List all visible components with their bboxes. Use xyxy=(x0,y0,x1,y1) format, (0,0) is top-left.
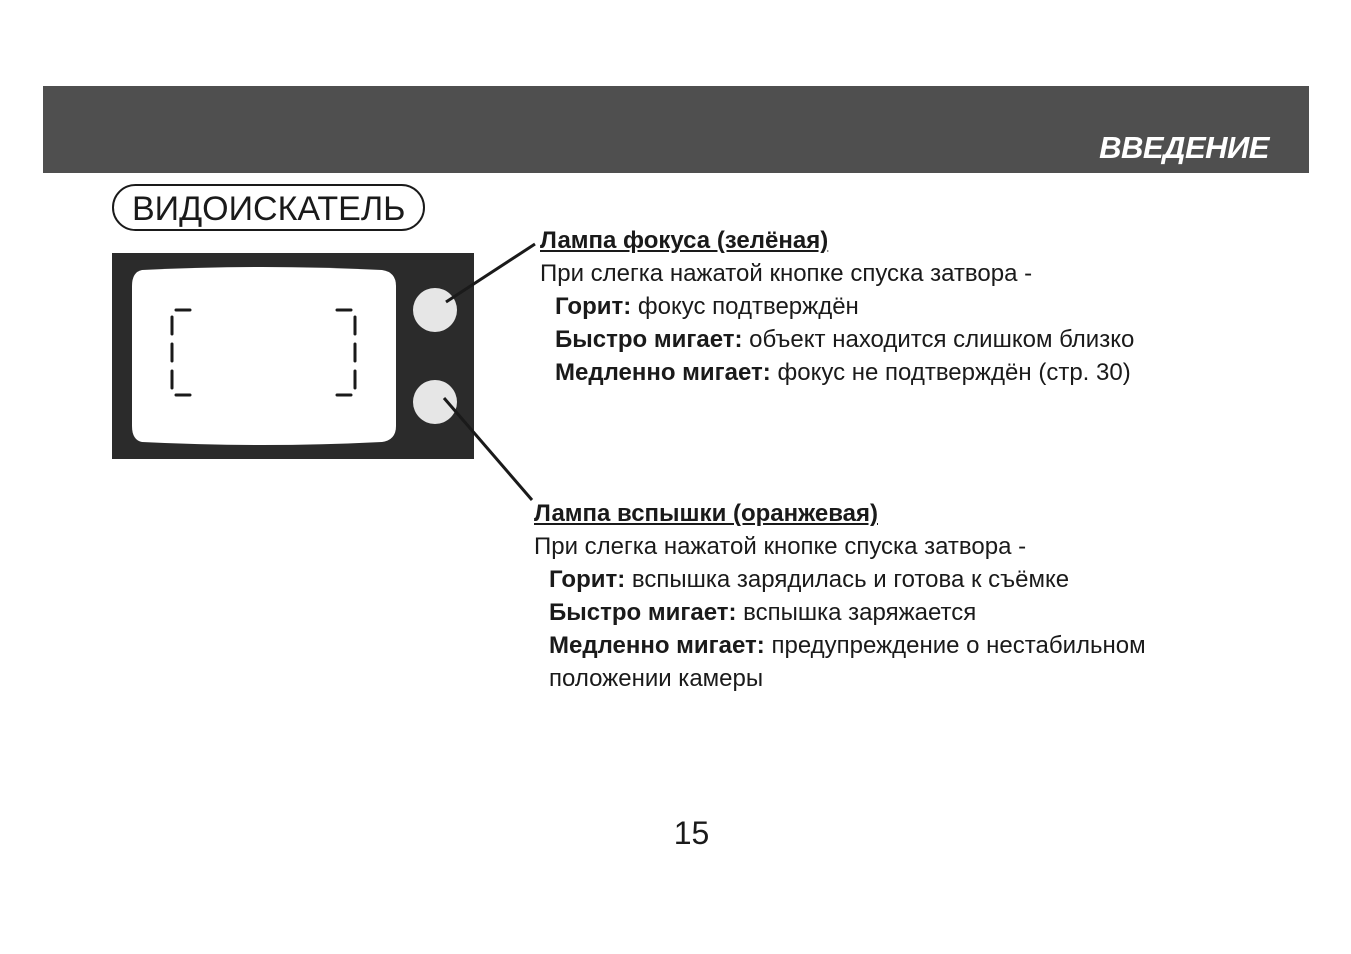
flash-lamp-item: Быстро мигает: вспышка заряжается xyxy=(549,599,977,626)
page-number: 15 xyxy=(673,815,710,851)
focus-lamp-item: Медленно мигает: фокус не подтверждён (стр. 30) xyxy=(555,359,1131,386)
flash-lamp-indicator xyxy=(413,380,457,424)
flash-lamp-item: Горит: вспышка зарядилась и готова к съёмке xyxy=(549,566,1070,593)
focus-lamp-item: Горит: фокус подтверждён xyxy=(555,293,859,320)
focus-lamp-callout xyxy=(540,224,1134,389)
flash-lamp-callout xyxy=(534,497,1146,695)
flash-lamp-item: Медленно мигает: предупреждение о нестабильном xyxy=(549,632,1146,659)
flash-lamp-continuation: положении камеры xyxy=(549,665,764,692)
flash-lamp-intro: При слегка нажатой кнопке спуска затвора - xyxy=(534,533,1027,560)
section-label: ВИДОИСКАТЕЛЬ xyxy=(112,184,425,231)
focus-lamp-intro: При слегка нажатой кнопке спуска затвора - xyxy=(540,260,1033,287)
focus-lamp-item: Быстро мигает: объект находится слишком близко xyxy=(555,326,1135,353)
focus-lamp-indicator xyxy=(413,288,457,332)
focus-lamp-title: Лампа фокуса (зелёная) xyxy=(540,227,829,254)
flash-lamp-title: Лампа вспышки (оранжевая) xyxy=(534,500,878,527)
section-title: ВВЕДЕНИЕ xyxy=(1099,130,1269,165)
